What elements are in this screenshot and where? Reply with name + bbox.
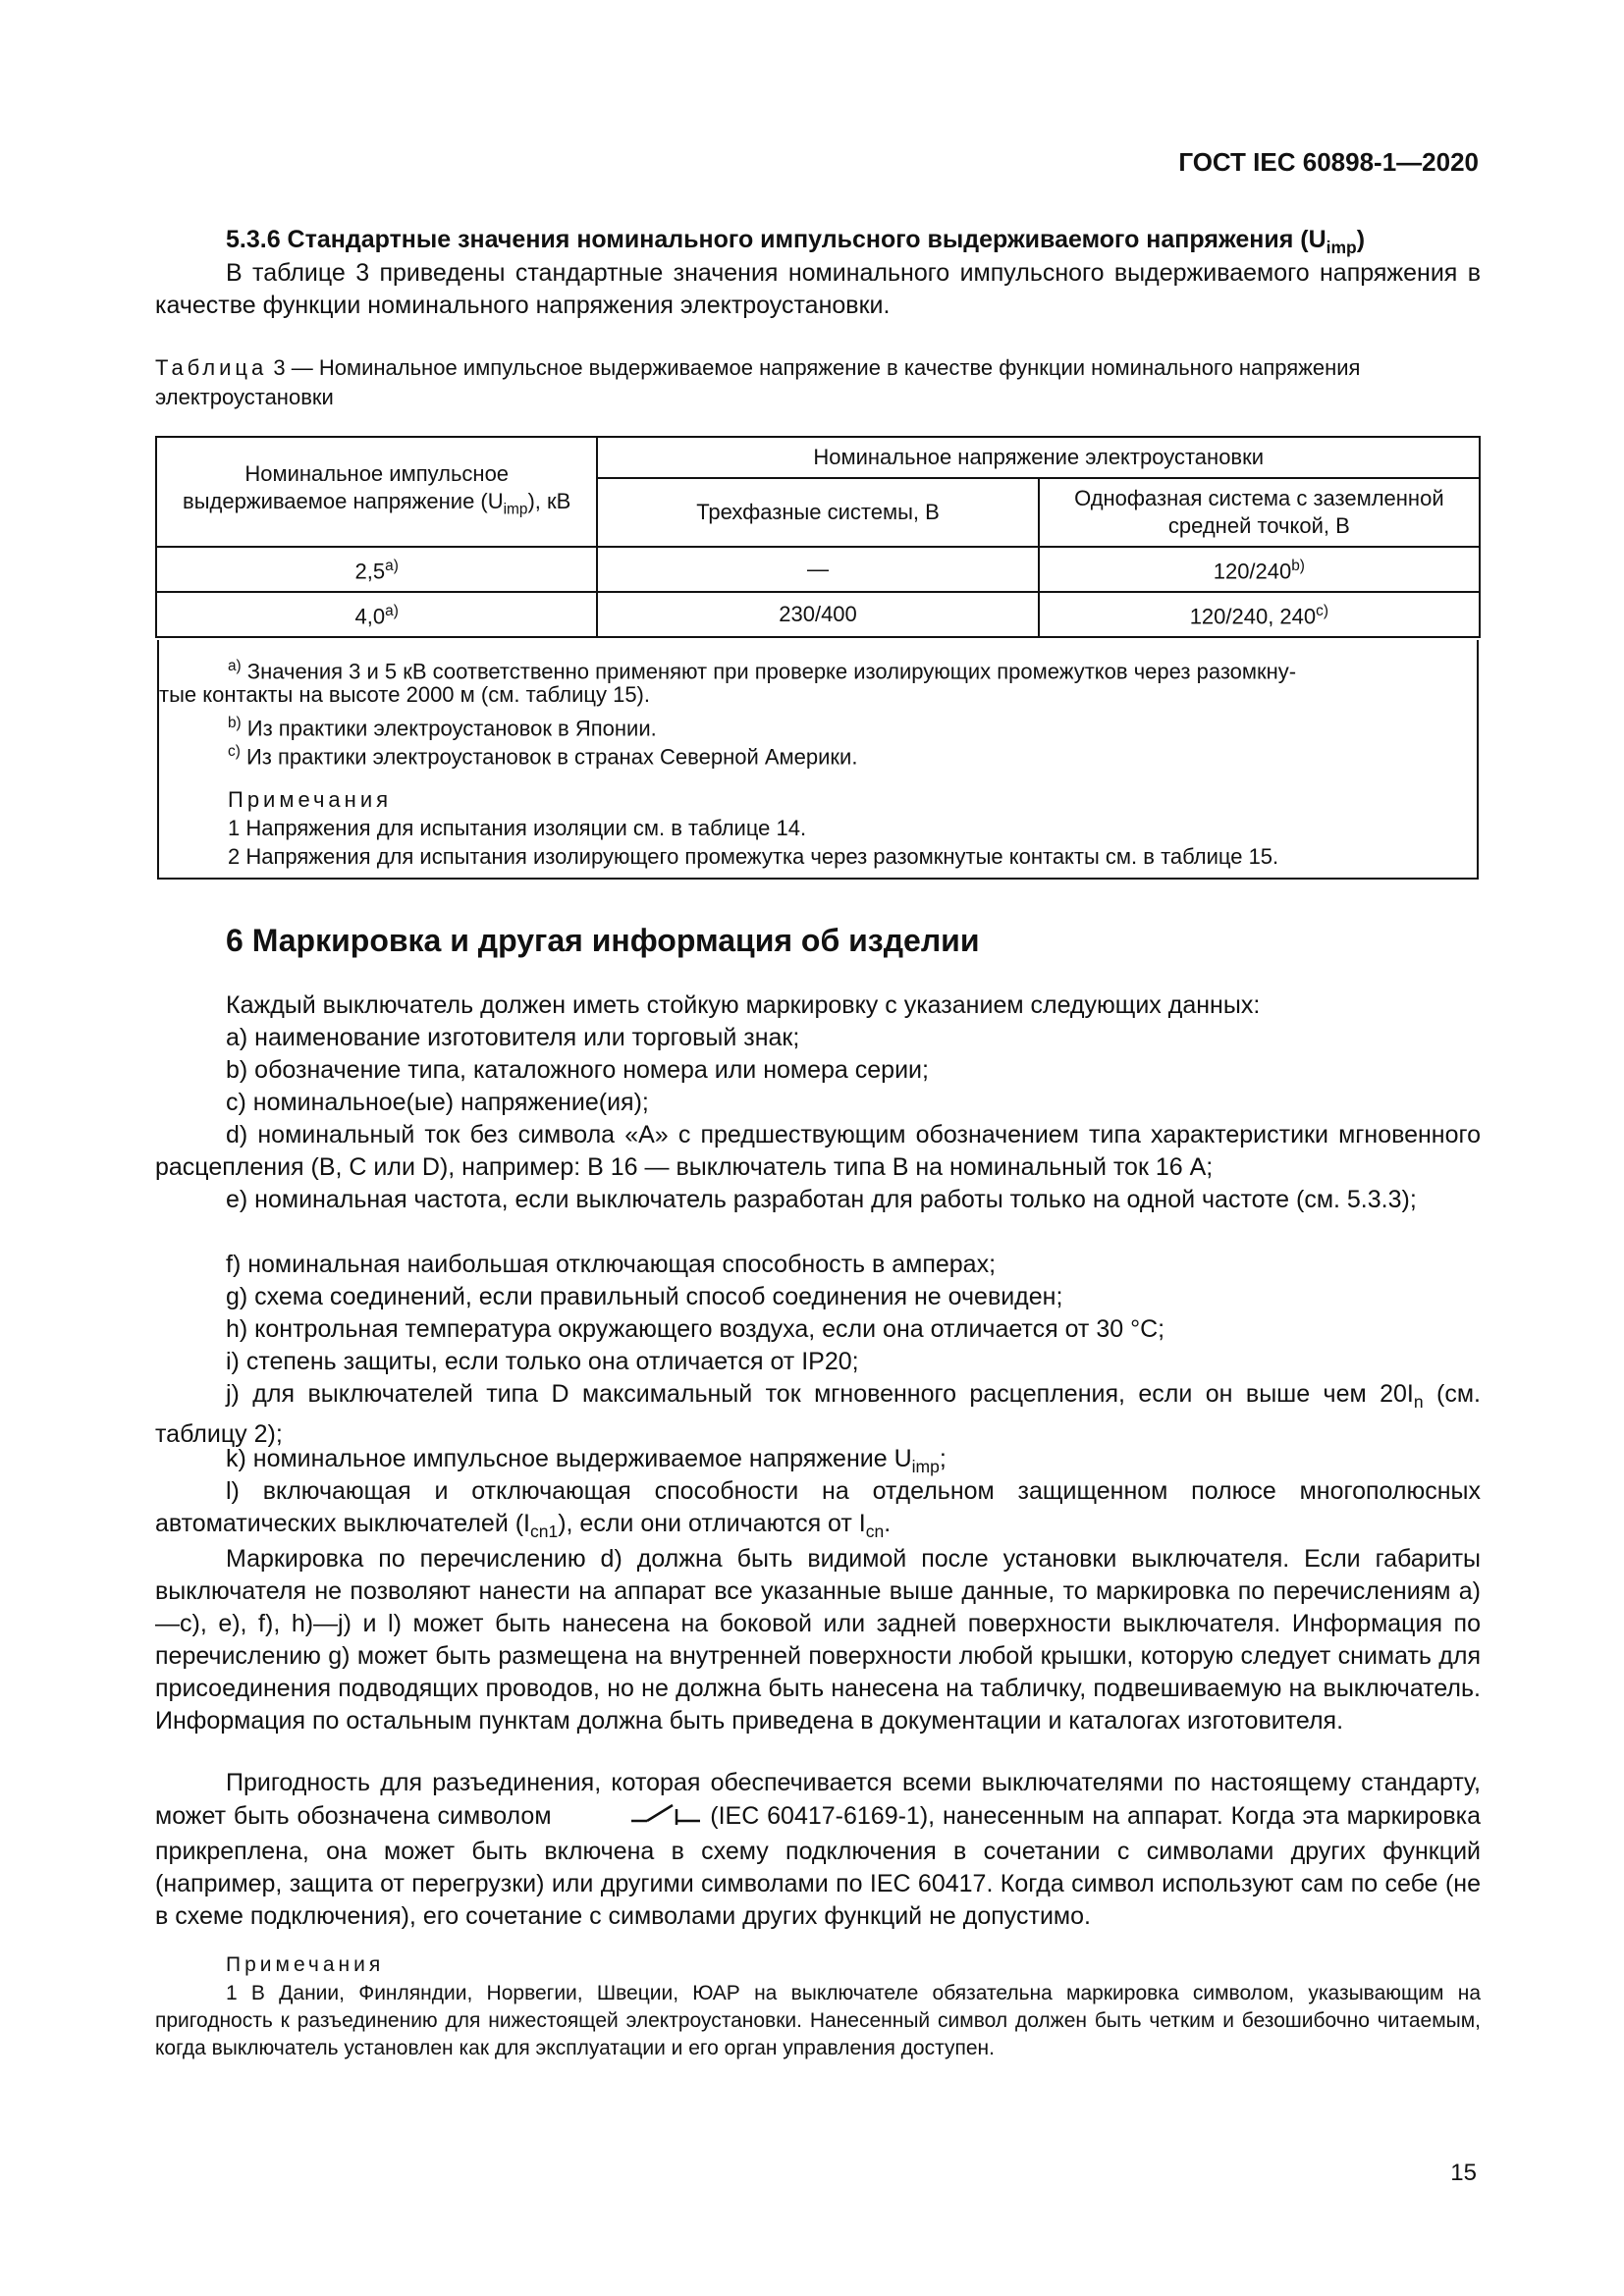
footnote-b: $^{b)}$ Из практики электроустановок в Японии. (228, 715, 657, 741)
section-6-heading: 6 Маркировка и другая информация об изделии (226, 923, 980, 958)
table-row (156, 592, 1480, 637)
list-item: d) номинальный ток без символа «А» с предшествующим обозначением типа характеристики мгновенного расцепления (B, C или D), например: B 16 — выключатель типа B на номинальный ток 16 A; (155, 1121, 1481, 1181)
section-5-3-6-text: В таблице 3 приведены стандартные значения номинального импульсного выдерживаемого напряжения в качестве функции номинального напряжения электроустановки. (155, 259, 1481, 319)
list-item: i) степень защиты, если только она отличается от IP20; (226, 1348, 859, 1375)
list-item: k) номинальное импульсное выдерживаемое напряжение $U_{imp}$; (226, 1445, 947, 1476)
footnote-a-cont: тые контакты на высоте 2000 м (см. таблицу 15). (159, 682, 650, 707)
table-head-installation-voltage: Номинальное напряжение электроустановки (597, 437, 1480, 478)
list-item: j) для выключателей типа D максимальный ток мгновенного расцепления, если он выше чем $20I_n$ (см. таблицу 2); (155, 1380, 1481, 1448)
note-1: 1 В Дании, Финляндии, Норвегии, Швеции, ЮАР на выключателе обязательна маркировка символом, указывающим на пригодность к разъединению для нижестоящей электроустановки. Нанесенный символ должен быть четким и безошибочно читаемым, когда выключатель установлен как для эксплуатации и его орган управления доступен. (155, 1982, 1481, 2059)
list-item: e) номинальная частота, если выключатель разработан для работы только на одной частоте (см. 5.3.3); (226, 1186, 1417, 1213)
section-6-intro: Каждый выключатель должен иметь стойкую маркировку с указанием следующих данных: (226, 991, 1261, 1019)
table-notes-title: Примечания (228, 787, 393, 812)
table-cell: 230/400 (597, 592, 1038, 637)
table-note-1: 1 Напряжения для испытания изоляции см. в таблице 14. (228, 816, 807, 840)
footnote-a: $^{a)}$ Значения 3 и 5 кВ соответственно применяют при проверке изолирующих промежутков через разомкну- (228, 658, 1297, 684)
table-head-three-phase: Трехфазные системы, В (597, 478, 1038, 547)
table-head-single-phase: Однофазная система с заземленной средней точкой, В (1039, 478, 1480, 547)
list-item: l) включающая и отключающая способности на отдельном защищенном полюсе многополюсных автоматических выключателей $(I_{cn1})$, если они отличаются от $I_{cn}$. (155, 1477, 1481, 1541)
table-row (156, 547, 1480, 592)
table-note-2: 2 Напряжения для испытания изолирующего промежутка через разомкнутые контакты см. в таблице 15. (228, 844, 1279, 869)
list-item: g) схема соединений, если правильный способ соединения не очевиден; (226, 1283, 1063, 1310)
list-item: f) номинальная наибольшая отключающая способность в амперах; (226, 1251, 997, 1278)
section-heading-5-3-6: 5.3.6 Стандартные значения номинального импульсного выдерживаемого напряжения $(U_{imp})$ (226, 226, 1366, 257)
list-item: a) наименование изготовителя или торговый знак; (226, 1024, 800, 1051)
list-item: h) контрольная температура окружающего воздуха, если она отличается от 30 °С; (226, 1315, 1165, 1343)
table-cell: 120/240, 240$^{c)}$ (1039, 592, 1480, 637)
list-item: c) номинальное(ые) напряжение(ия); (226, 1089, 649, 1116)
table-cell: 4,0$^{a)}$ (156, 592, 597, 637)
table-cell: 120/240$^{b)}$ (1039, 547, 1480, 592)
table-footnotes (157, 640, 1479, 880)
notes-title: Примечания (226, 1953, 385, 1976)
footnote-c: $^{c)}$ Из практики электроустановок в странах Северной Америки. (228, 743, 858, 770)
table-head-impulse-voltage: Номинальное импульсное выдерживаемое напряжение $(U_{imp})$, кВ (156, 437, 597, 547)
isolation-symbol-icon (559, 1799, 702, 1836)
table-cell: 2,5$^{a)}$ (156, 547, 597, 592)
page-number: 15 (1450, 2160, 1477, 2186)
isolation-paragraph: Пригодность для разъединения, которая обеспечивается всеми выключателями по настоящему стандарту, может быть обозначена символом (IEC 60417-6169-1), нанесенным на аппарат. Когда эта маркировка прикреплена, она может быть включена в схему подключения в сочетании с символами других функций (например, защита от перегрузки) или другими символами по IEC 60417. Когда символ используют сам по себе (не в схеме подключения), его сочетание с символами других функций не допустимо. (155, 1769, 1481, 1930)
table-3 (155, 436, 1481, 638)
marking-paragraph: Маркировка по перечислению d) должна быть видимой после установки выключателя. Если габариты выключателя не позволяют нанести на аппарат все указанные выше данные, то маркировка по перечислениям a)—c), e), f), h)—j) и l) может быть нанесена на боковой или задней поверхности выключателя. Информация по перечислению g) может быть размещена на внутренней поверхности любой крышки, которую следует снимать для присоединения подводящих проводов, но не должна быть нанесена на табличку, подвешиваемую на выключатель. Информация по остальным пунктам должна быть приведена в документации и каталогах изготовителя. (155, 1545, 1481, 1735)
table-cell: — (597, 547, 1038, 592)
table-caption: Таблица 3 — Номинальное импульсное выдерживаемое напряжение в качестве функции номинального напряжения электроустановки (155, 355, 1361, 409)
list-item: b) обозначение типа, каталожного номера или номера серии; (226, 1056, 929, 1084)
document-header: ГОСТ IEC 60898-1—2020 (1178, 147, 1479, 177)
